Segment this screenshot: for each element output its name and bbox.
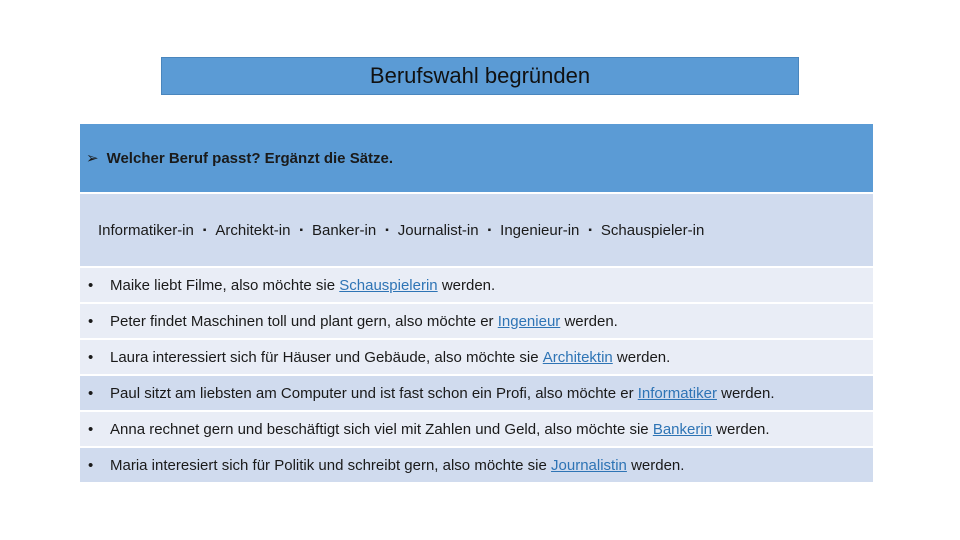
sentence-row <box>80 304 873 340</box>
square-separator-icon: ▪ <box>487 224 492 236</box>
arrow-bullet-icon: ➢ <box>86 150 99 167</box>
sentence-row <box>80 448 873 484</box>
answer-word: Journalistin <box>551 456 627 474</box>
word-bank-item: Banker-in <box>311 221 377 239</box>
sentence-text: Paul sitzt am liebsten am Computer und ist fast schon ein Profi, also möchte er <box>110 384 638 402</box>
sentence-row <box>80 340 873 376</box>
page-title <box>161 57 799 95</box>
sentence-text: werden. <box>612 348 671 366</box>
sentence-text: werden. <box>626 456 685 474</box>
task-instruction-row <box>80 124 873 194</box>
bullet-icon: • <box>88 276 94 294</box>
sentence-text: werden. <box>437 276 496 294</box>
square-separator-icon: ▪ <box>299 224 303 236</box>
sentence-text: werden. <box>712 420 770 438</box>
square-separator-icon: ▪ <box>202 224 207 236</box>
sentence-row <box>80 376 873 412</box>
bullet-icon: • <box>88 384 94 402</box>
sentence-text: werden. <box>560 312 618 330</box>
word-bank-item: Journalist-in <box>397 221 479 239</box>
bullet-icon: • <box>88 348 94 366</box>
answer-word: Informatiker <box>637 384 717 402</box>
sentence-text: Peter findet Maschinen toll und plant gern, also möchte er <box>110 312 498 330</box>
sentence-row <box>80 412 873 448</box>
sentence-text: werden. <box>716 384 775 402</box>
sentence-text: Laura interessiert sich für Häuser und Gebäude, also möchte sie <box>110 348 543 366</box>
word-bank-item: Schauspieler-in <box>600 221 705 239</box>
square-separator-icon: ▪ <box>385 224 389 236</box>
sentence-row <box>80 268 873 304</box>
sentence-text: Maria interesiert sich für Politik und schreibt gern, also möchte sie <box>110 456 552 474</box>
bullet-icon: • <box>88 420 94 438</box>
answer-word: Bankerin <box>652 420 713 438</box>
word-bank-item: Architekt-in <box>215 221 291 239</box>
bullet-icon: • <box>88 312 94 330</box>
answer-word: Schauspielerin <box>339 276 438 294</box>
word-bank-item: Informatiker-in <box>98 221 194 239</box>
word-bank-row <box>80 194 873 268</box>
word-bank-item: Ingenieur-in <box>500 221 580 239</box>
answer-word: Architektin <box>542 348 613 366</box>
page-title-text: Berufswahl begründen <box>369 63 591 88</box>
sentence-text: Maike liebt Filme, also möchte sie <box>110 276 340 294</box>
bullet-icon: • <box>88 456 94 474</box>
square-separator-icon: ▪ <box>588 224 592 236</box>
answer-word: Ingenieur <box>497 312 561 330</box>
sentence-text: Anna rechnet gern und beschäftigt sich viel mit Zahlen und Geld, also möchte sie <box>110 420 653 438</box>
exercise-table <box>80 124 873 484</box>
task-instruction-text: Welcher Beruf passt? Ergänzt die Sätze. <box>106 149 394 167</box>
